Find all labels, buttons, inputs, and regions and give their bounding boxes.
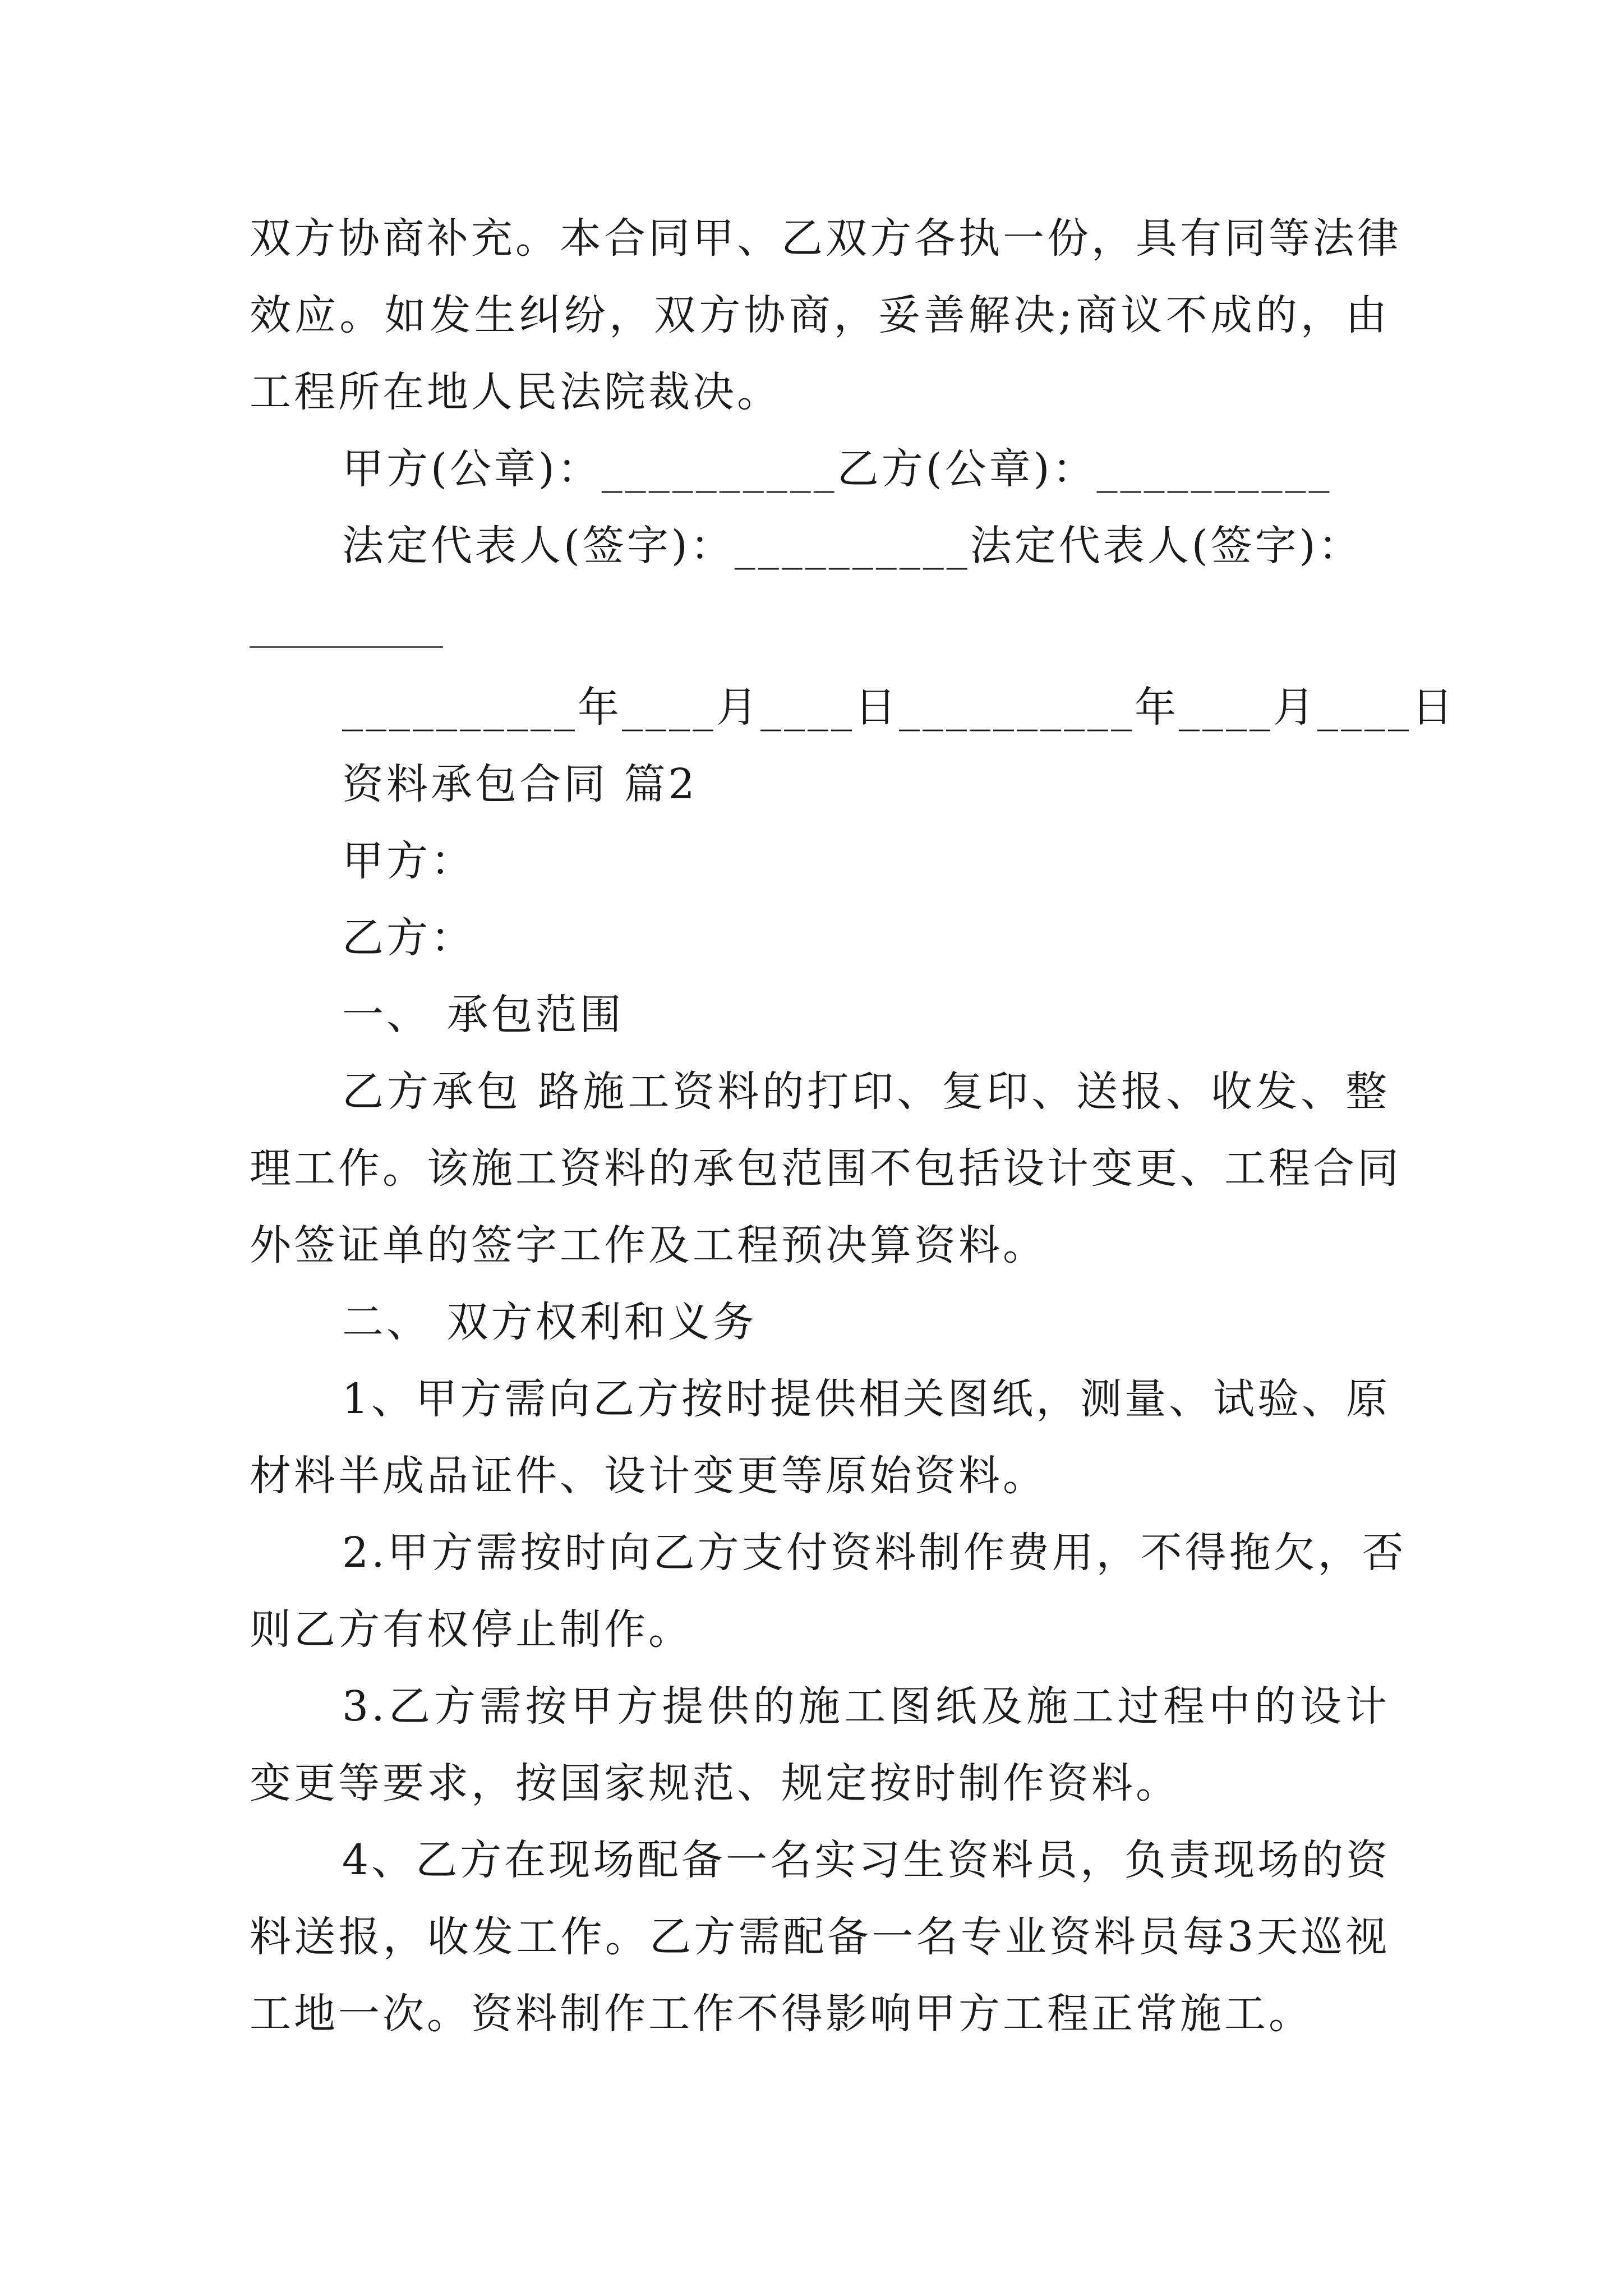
paragraph-line: 则乙方有权停止制作。 — [250, 1605, 693, 1654]
paragraph-line: 工地一次。资料制作工作不得影响甲方工程正常施工。 — [250, 1990, 1313, 2038]
paragraph-line: 料送报，收发工作。乙方需配备一名专业资料员每3天巡视 — [250, 1913, 1390, 1961]
paragraph-line: 3.乙方需按甲方提供的施工图纸及施工过程中的设计 — [342, 1682, 1390, 1731]
paragraph-line: 2.甲方需按时向乙方支付资料制作费用，不得拖欠，否 — [342, 1529, 1407, 1577]
paragraph-line: 乙方承包 路施工资料的打印、复印、送报、收发、整 — [342, 1068, 1390, 1116]
party-a-label: 甲方： — [342, 837, 475, 885]
paragraph-line: 材料半成品证件、设计变更等原始资料。 — [250, 1452, 1047, 1500]
paragraph-line: 双方协商补充。本合同甲、乙双方各执一份，具有同等法律 — [250, 214, 1401, 263]
paragraph-line: 1、甲方需向乙方按时提供相关图纸，测量、试验、原 — [342, 1375, 1391, 1423]
paragraph-line: 外签证单的签字工作及工程预决算资料。 — [250, 1221, 1047, 1269]
clause-heading: 二、 双方权利和义务 — [342, 1298, 757, 1346]
party-seal-line: 甲方(公章)：__________乙方(公章)：__________ — [342, 445, 1332, 493]
paragraph-line: 工程所在地人民法院裁决。 — [250, 368, 781, 416]
section-title: 资料承包合同 篇2 — [342, 760, 698, 808]
paragraph-line: 效应。如发生纠纷，双方协商，妥善解决;商议不成的，由 — [250, 291, 1390, 339]
paragraph-line: 4、乙方在现场配备一名实习生资料员，负责现场的资 — [342, 1836, 1391, 1884]
paragraph-line: 变更等要求，按国家规范、规定按时制作资料。 — [250, 1759, 1180, 1807]
clause-heading: 一、 承包范围 — [342, 991, 624, 1039]
date-line: __________年____月____日__________年____月____日 — [342, 683, 1456, 731]
paragraph-line: 理工作。该施工资料的承包范围不包括设计变更、工程合同 — [250, 1144, 1401, 1193]
party-b-label: 乙方： — [342, 914, 475, 962]
legal-representative-line: 法定代表人(签字)：__________法定代表人(签字)： — [342, 522, 1363, 570]
signature-underline — [250, 646, 443, 648]
